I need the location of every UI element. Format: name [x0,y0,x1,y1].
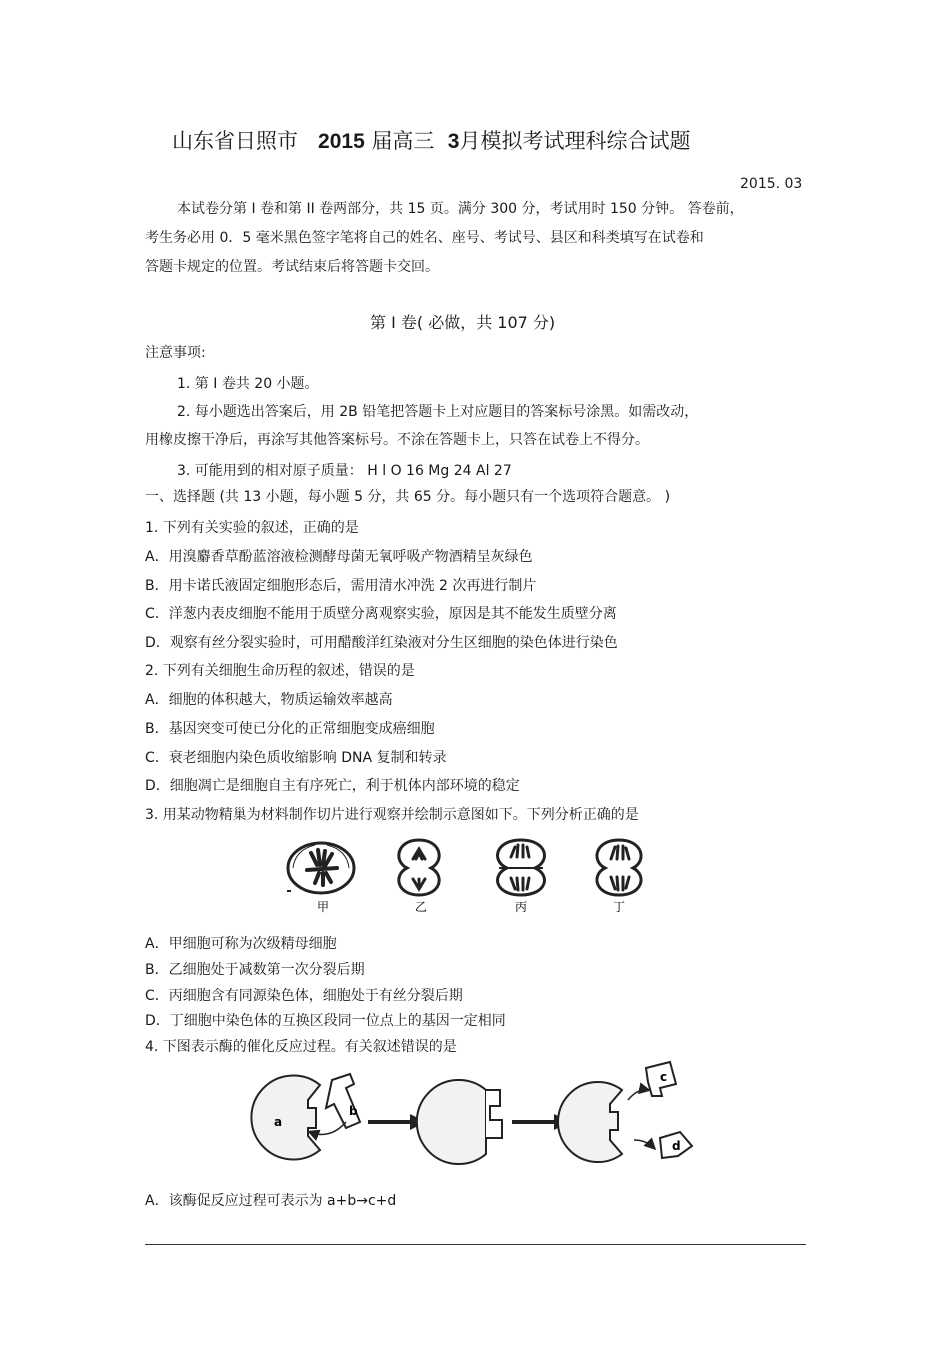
q2-option-b: B．基因突变可使已分化的正常细胞变成癌细胞 [145,721,435,737]
cell-bing [498,840,545,895]
title-part3: 月模拟考试理科综合试题 [459,129,691,153]
note-1: 1. 第 I 卷共 20 小题。 [177,376,319,392]
note-2: 2. 每小题选出答案后，用 2B 铅笔把答题卡上对应题目的答案标号涂黑。如需改动， [177,404,699,420]
q4-stem: 4. 下图表示酶的催化反应过程。有关叙述错误的是 [145,1039,457,1055]
section-heading: 第 I 卷( 必做，共 107 分) [370,313,556,332]
label-d: d [672,1139,681,1153]
cell-jia [287,843,354,893]
title-year: 2015 [318,130,365,153]
page-bottom-rule [145,1244,806,1245]
label-b: b [349,1104,358,1118]
note-2-cont: 用橡皮擦干净后，再涂写其他答案标号。不涂在答题卡上，只答在试卷上不得分。 [145,432,649,448]
q2-stem: 2. 下列有关细胞生命历程的叙述，错误的是 [145,663,415,679]
label-jia: 甲 [317,900,330,914]
q1-stem: 1. 下列有关实验的叙述，正确的是 [145,520,359,536]
label-yi: 乙 [415,900,428,914]
note-3: 3. 可能用到的相对原子质量： H l O 16 Mg 24 Al 27 [177,463,512,479]
q4-option-a: A．该酶促反应过程可表示为 a+b→c+d [145,1193,397,1209]
cell-ding [597,840,641,895]
q3-option-b: B．乙细胞处于减数第一次分裂后期 [145,962,365,978]
cell-division-figure [285,835,665,917]
enzyme-substrate-complex [417,1080,502,1164]
q3-option-a: A．甲细胞可称为次级精母细胞 [145,936,337,952]
choice-heading: 一、选择题 (共 13 小题，每小题 5 分，共 65 分。每小题只有一个选项符合题意。 ) [145,489,671,505]
q1-option-c: C．洋葱内表皮细胞不能用于质壁分离观察实验，原因是其不能发生质壁分离 [145,606,617,622]
substrate-b [326,1074,360,1128]
q1-option-a: A．用溴麝香草酚蓝溶液检测酵母菌无氧呼吸产物酒精呈灰绿色 [145,549,533,565]
enzyme-reaction-figure [250,1060,700,1170]
intro-line-3: 答题卡规定的位置。考试结束后将答题卡交回。 [145,259,439,275]
enzyme-released [558,1082,622,1162]
q2-option-c: C．衰老细胞内染色质收缩影响 DNA 复制和转录 [145,750,447,766]
exam-date: 2015. 03 [740,176,803,192]
intro-line-2: 考生务必用 0．5 毫米黑色签字笔将自己的姓名、座号、考试号、县区和科类填写在试卷和 [145,230,704,246]
label-c: c [660,1070,668,1084]
intro-line-1: 本试卷分第 I 卷和第 II 卷两部分，共 15 页。满分 300 分，考试用时 150 分钟。 答卷前， [177,201,744,217]
title-part1: 山东省日照市 [172,129,298,153]
notes-heading: 注意事项: [145,345,206,361]
q3-option-d: D．丁细胞中染色体的互换区段同一位点上的基因一定相同 [145,1013,506,1029]
enzyme-a [251,1076,320,1160]
label-ding: 丁 [613,900,626,914]
label-a: a [274,1115,283,1129]
page-title [172,128,690,155]
q1-option-d: D．观察有丝分裂实验时，可用醋酸洋红染液对分生区细胞的染色体进行染色 [145,635,618,651]
title-month: 3 [447,130,460,153]
label-bing: 丙 [515,900,528,914]
q2-option-d: D．细胞凋亡是细胞自主有序死亡，利于机体内部环境的稳定 [145,778,520,794]
cell-yi [399,840,439,895]
q1-option-b: B．用卡诺氏液固定细胞形态后，需用清水冲洗 2 次再进行制片 [145,578,537,594]
title-part2: 届高三 [371,129,435,153]
q2-option-a: A．细胞的体积越大，物质运输效率越高 [145,692,393,708]
q3-option-c: C．丙细胞含有同源染色体，细胞处于有丝分裂后期 [145,988,463,1004]
q3-stem: 3. 用某动物精巢为材料制作切片进行观察并绘制示意图如下。下列分析正确的是 [145,807,639,823]
